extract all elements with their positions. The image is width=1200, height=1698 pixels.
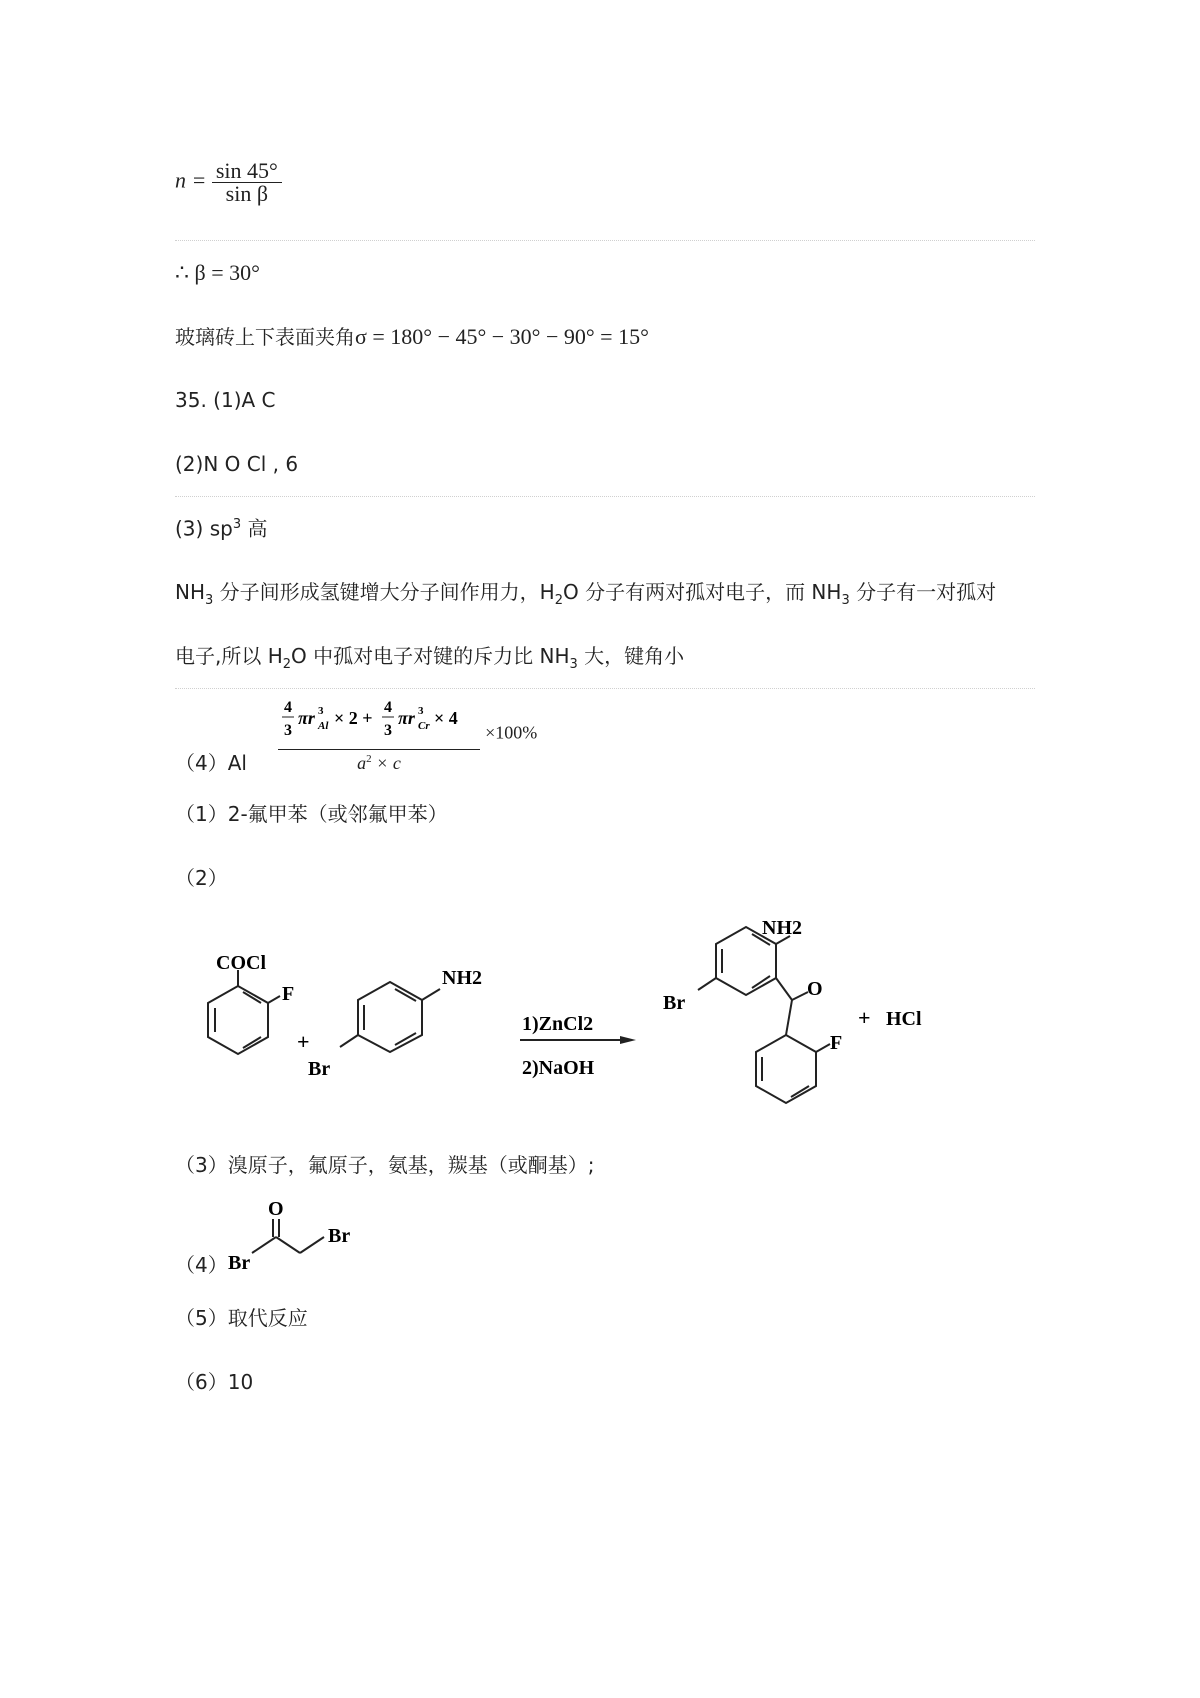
q36-part5: （5）取代反应	[175, 1306, 308, 1330]
equation-beta: ∴ β = 30°	[175, 260, 260, 285]
q36-part6: （6）10	[175, 1370, 254, 1394]
fraction-denominator: $a^2 \times c$	[357, 753, 401, 773]
bromoacetyl-bromide-structure	[228, 1195, 368, 1275]
product-o: O	[807, 978, 823, 1000]
svg-text:4: 4	[284, 699, 292, 716]
text: 分子有一对孤对	[849, 580, 997, 604]
q36-part4-label: （4）	[175, 1253, 228, 1277]
reactant1-cocl: COCl	[216, 952, 266, 974]
text: O 中孤对电子对键的斥力比 NH	[291, 644, 570, 668]
q35-p3-sup: 3	[232, 517, 242, 532]
q36-part1: （1）2-氟甲苯（或邻氟甲苯）	[175, 802, 448, 826]
eq1-denominator: sin β	[225, 181, 269, 206]
text: O 分子有两对孤对电子，而 NH	[562, 580, 842, 604]
product-br: Br	[663, 992, 686, 1014]
text: 大，键角小	[577, 644, 685, 668]
eq1-lhs: n =	[175, 167, 207, 193]
equation-angle	[175, 326, 649, 348]
svg-text:3: 3	[384, 722, 392, 739]
svg-text:πr: πr	[298, 708, 315, 728]
subscript: 3	[205, 593, 214, 608]
svg-text:× 4: × 4	[434, 708, 458, 728]
svg-text:3: 3	[284, 722, 292, 739]
divider	[175, 240, 1035, 241]
svg-text:πr: πr	[398, 708, 415, 728]
eq3-label: 玻璃砖上下表面夹角	[175, 325, 355, 349]
q35-part3	[175, 518, 267, 539]
divider	[175, 688, 1035, 689]
q35-p3-prefix: (3) sp	[175, 516, 233, 541]
eq3-formula: σ = 180° − 45° − 30° − 90° = 15°	[355, 324, 649, 349]
reactant2-br: Br	[308, 1058, 331, 1080]
byproduct-hcl: HCl	[886, 1008, 922, 1030]
q35-part4-label: （4）Al	[175, 751, 247, 775]
q35-explanation-line2	[175, 646, 684, 671]
q36-part3: （3）溴原子，氟原子，氨基，羰基（或酮基）;	[175, 1153, 595, 1177]
subscript: 3	[569, 657, 578, 672]
svg-text:3: 3	[318, 705, 324, 717]
numerator-svg	[282, 692, 476, 742]
svg-text:× 2 +: × 2 +	[334, 708, 373, 728]
reactant-bromoaniline	[340, 982, 440, 1052]
fraction-numerator	[278, 692, 480, 750]
reaction-scheme	[0, 900, 1200, 1140]
o-atom: O	[268, 1198, 284, 1220]
reactant1-f: F	[282, 983, 295, 1005]
product-molecule	[698, 927, 830, 1103]
svg-text:3: 3	[418, 705, 424, 717]
reactant-fluorobenzoyl-chloride	[208, 970, 280, 1054]
q35-part1: 35. (1)A C	[175, 388, 276, 412]
subscript: 2	[554, 593, 563, 608]
br-atom-left: Br	[228, 1252, 251, 1274]
q35-part2: (2)N O Cl , 6	[175, 452, 299, 476]
text: 分子间形成氢键增大分子间作用力，H	[213, 580, 555, 604]
subscript: 3	[841, 593, 850, 608]
plus-sign-1: +	[297, 1029, 310, 1054]
svg-text:Al: Al	[318, 720, 329, 732]
condition-zncl2: 1)ZnCl2	[522, 1013, 594, 1035]
q35-part4-formula	[278, 692, 537, 774]
br-atom-right: Br	[328, 1225, 351, 1247]
product-nh2: NH2	[762, 917, 802, 939]
q35-explanation-line1	[175, 582, 996, 607]
arrow-head	[620, 1036, 636, 1044]
text: 电子,所以 H	[175, 644, 283, 668]
subscript: 2	[282, 657, 292, 672]
product-f: F	[830, 1032, 843, 1054]
text: NH	[175, 580, 205, 604]
reactant2-nh2: NH2	[442, 967, 482, 989]
q35-p3-suffix: 高	[241, 516, 268, 541]
q36-part2: （2）	[175, 866, 228, 890]
percent-suffix: ×100%	[485, 722, 538, 743]
svg-text:4: 4	[384, 699, 392, 716]
eq1-fraction	[212, 160, 282, 205]
condition-naoh: 2)NaOH	[522, 1057, 595, 1079]
svg-text:Cr: Cr	[418, 720, 430, 732]
equation-refractive-index	[175, 160, 282, 205]
packing-fraction	[278, 692, 480, 774]
divider	[175, 496, 1035, 497]
eq1-numerator: sin 45°	[212, 160, 282, 183]
plus-sign-2: +	[858, 1005, 871, 1030]
